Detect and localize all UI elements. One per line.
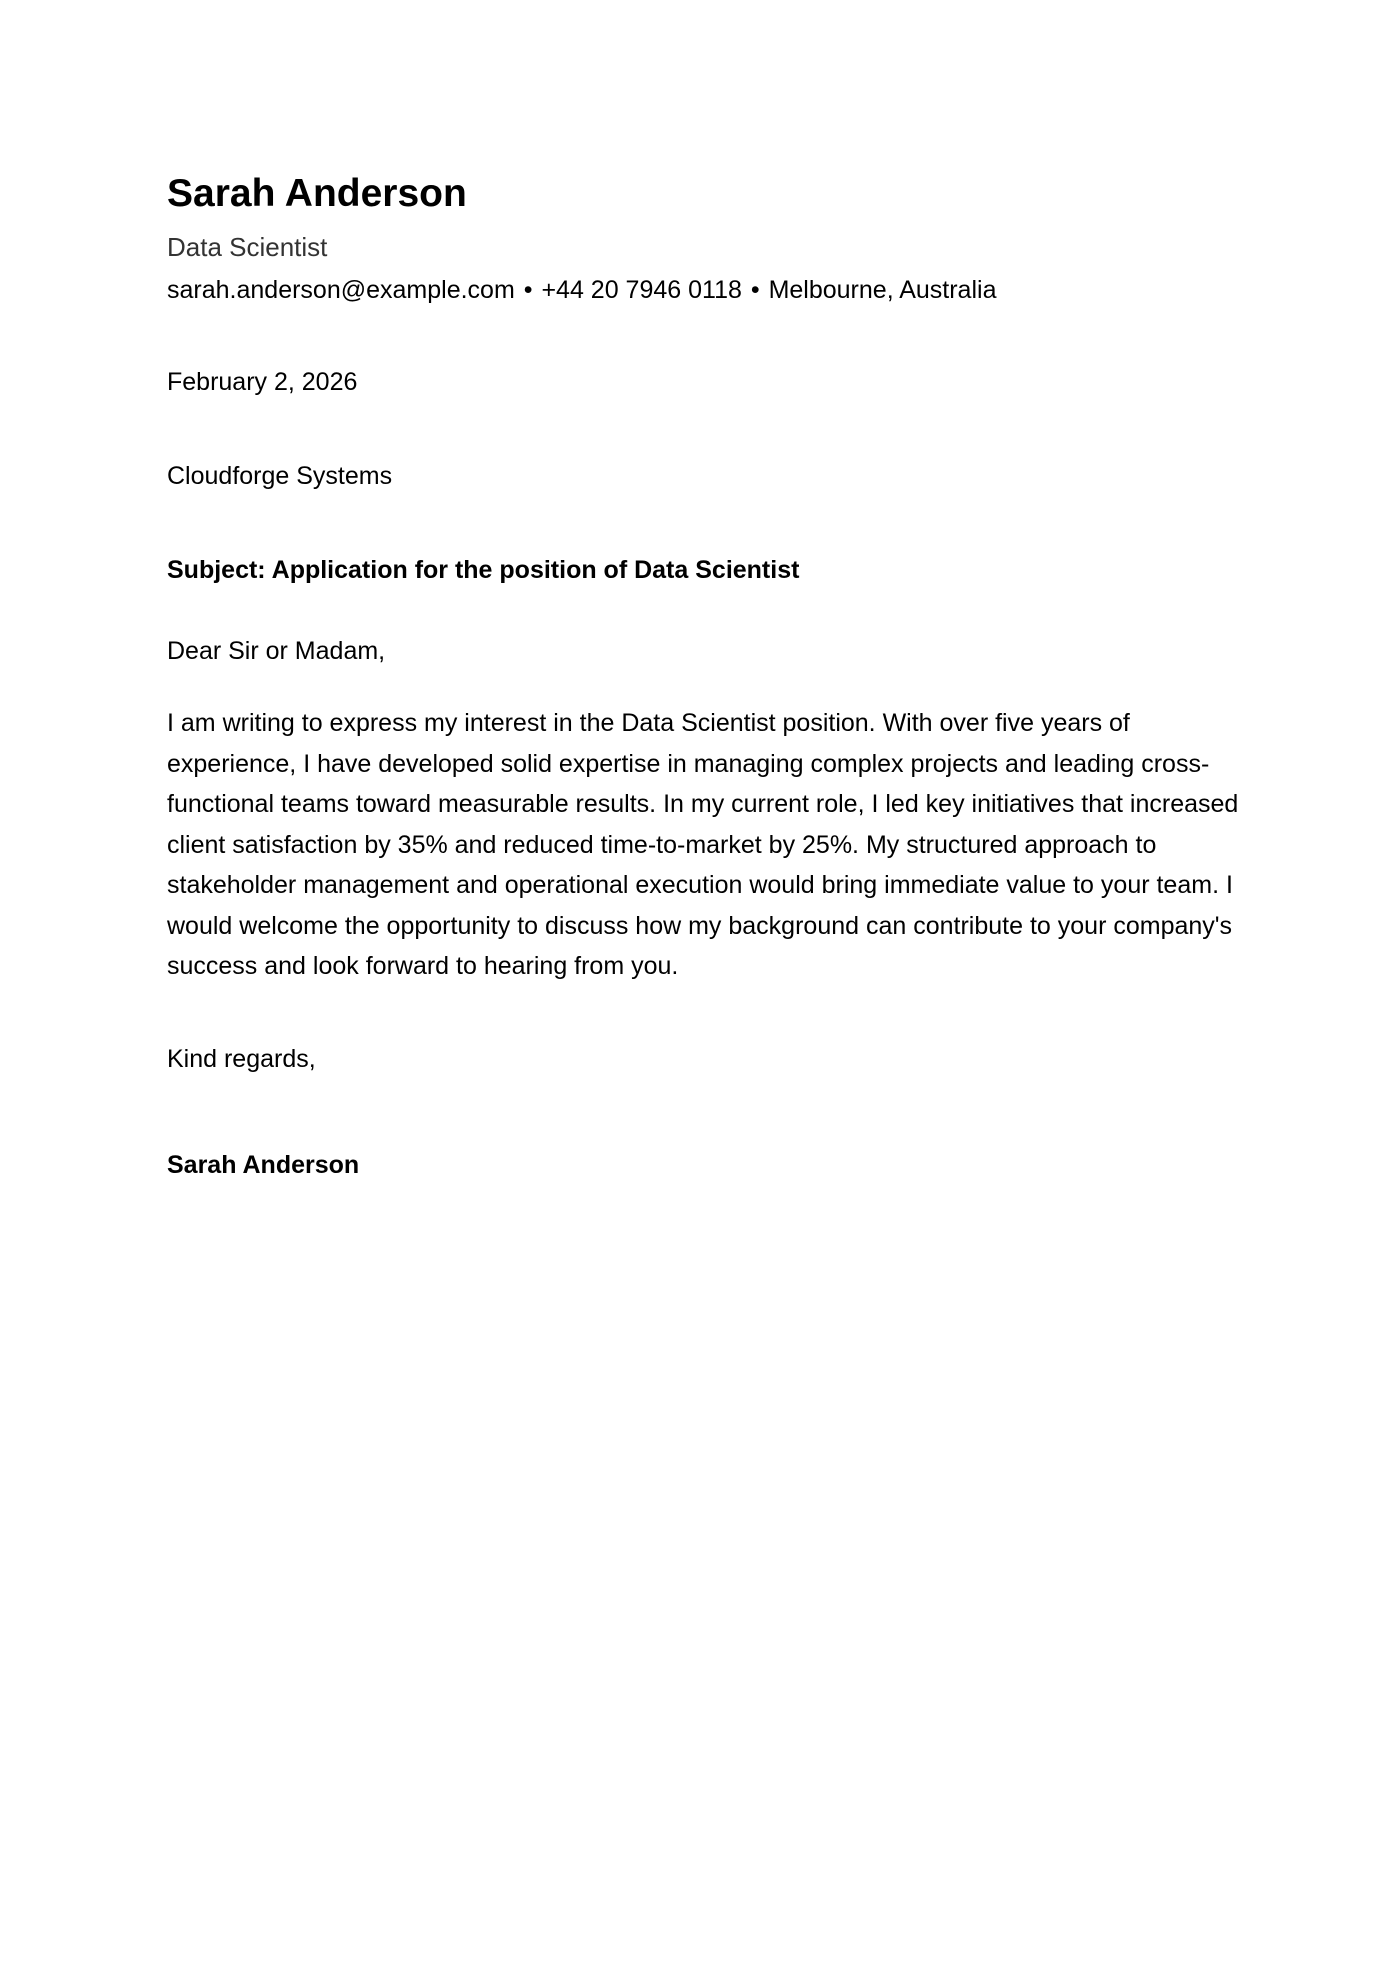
contact-line: [167, 273, 1242, 307]
sender-name: Sarah Anderson: [167, 172, 467, 215]
contact-phone: +44 20 7946 0118: [541, 276, 742, 304]
contact-email: sarah.anderson@example.com: [167, 276, 515, 304]
letter-greeting: Dear Sir or Madam,: [167, 637, 386, 665]
contact-location: Melbourne, Australia: [768, 276, 997, 304]
letter-body: I am writing to express my interest in the Data Scientist position. With over five years of experience, I have developed solid expertise in managing complex projects and leading cross-functional teams toward measurable results. In my current role, I led key initiatives that increased client satisfaction by 35% and reduced time-to-market by 25%. My structured approach to stakeholder management and operational execution would bring immediate value to your team. I would welcome the opportunity to discuss how my background can contribute to your company's success and look forward to hearing from you.: [167, 709, 1239, 980]
letter-subject: Subject: Application for the position of Data Scientist: [167, 556, 800, 584]
letter-date: February 2, 2026: [167, 368, 358, 396]
contact-separator: •: [523, 276, 533, 304]
cover-letter: [167, 166, 1242, 1182]
letter-signature: Sarah Anderson: [167, 1150, 360, 1179]
recipient-company: Cloudforge Systems: [167, 462, 393, 490]
sender-role: Data Scientist: [167, 232, 328, 262]
contact-separator: •: [750, 276, 760, 304]
letter-closing: Kind regards,: [167, 1044, 316, 1073]
